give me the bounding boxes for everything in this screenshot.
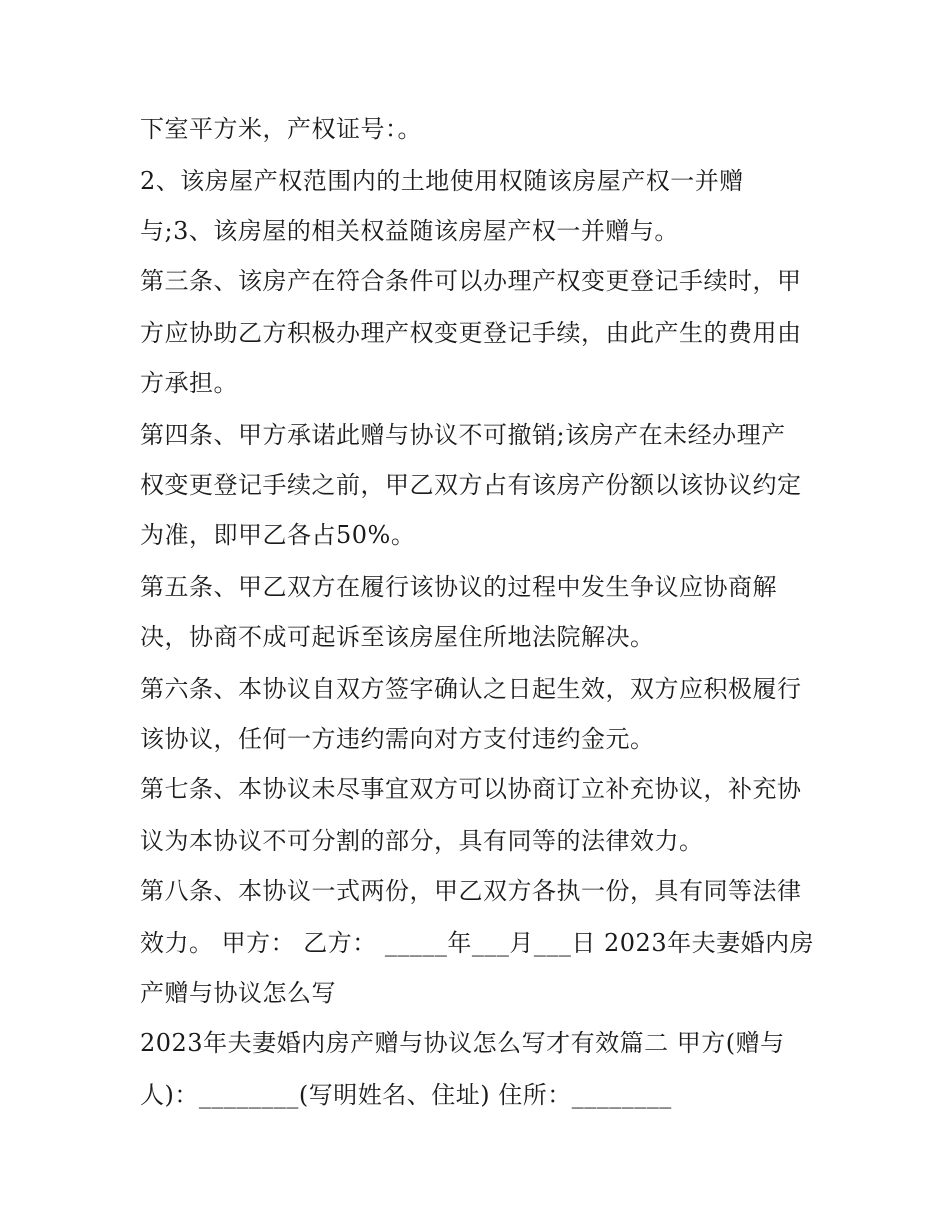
text-line: 与;3、该房屋的相关权益随该房屋产权一并赠与。 <box>140 217 679 245</box>
text-line: 产赠与协议怎么写 <box>140 979 336 1007</box>
text-line: 第八条、本协议一式两份，甲乙双方各执一份，具有同等法律 <box>140 877 802 905</box>
text-line: 第五条、甲乙双方在履行该协议的过程中发生争议应协商解 <box>140 573 777 601</box>
text-line: 效力。 甲方： 乙方： _____年___月___日 2023年夫妻婚内房 <box>140 929 815 957</box>
text-line: 第三条、该房产在符合条件可以办理产权变更登记手续时，甲 <box>140 267 802 295</box>
text-line: 权变更登记手续之前，甲乙双方占有该房产份额以该协议约定 <box>140 471 802 499</box>
text-line: 方应协助乙方积极办理产权变更登记手续，由此产生的费用由 <box>140 319 802 347</box>
text-line: 下室平方米，产权证号：。 <box>140 115 422 143</box>
text-line: 第七条、本协议未尽事宜双方可以协商订立补充协议，补充协 <box>140 775 802 803</box>
text-line: 人)：________(写明姓名、住址) 住所：________ <box>140 1081 672 1109</box>
text-line: 为准，即甲乙各占50%。 <box>140 521 416 549</box>
text-line: 第六条、本协议自双方签字确认之日起生效，双方应积极履行 <box>140 675 802 703</box>
text-line: 第四条、甲方承诺此赠与协议不可撤销;该房产在未经办理产 <box>140 421 786 449</box>
text-line: 议为本协议不可分割的部分，具有同等的法律效力。 <box>140 827 704 855</box>
text-line: 该协议，任何一方违约需向对方支付违约金元。 <box>140 725 655 753</box>
text-line: 决，协商不成可起诉至该房屋住所地法院解决。 <box>140 623 655 651</box>
text-line: 2、该房屋产权范围内的土地使用权随该房屋产权一并赠 <box>140 167 744 195</box>
text-line: 方承担。 <box>140 369 238 397</box>
text-line: 2023年夫妻婚内房产赠与协议怎么写才有效篇二 甲方(赠与 <box>140 1029 785 1057</box>
